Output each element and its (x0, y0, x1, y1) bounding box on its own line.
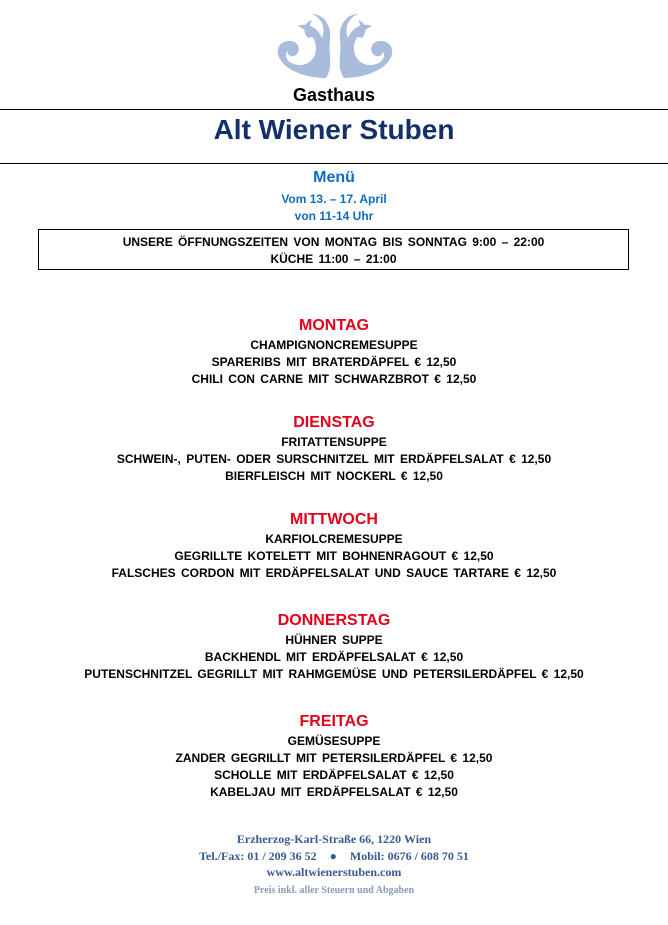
day-section-dienstag (0, 412, 668, 485)
menu-item: FRITATTENSUPPE (281, 435, 387, 449)
menu-item: CHAMPIGNONCREMESUPPE (250, 338, 418, 352)
footer-address: Erzherzog-Karl-Straße 66, 1220 Wien (236, 832, 432, 846)
day-heading: MITTWOCH (290, 511, 378, 528)
footer-price-note: Preis inkl. aller Steuern und Abgaben (253, 885, 415, 896)
menu-item: SCHOLLE MIT ERDÄPFELSALAT € 12,50 (214, 768, 454, 782)
menu-item: KABELJAU MIT ERDÄPFELSALAT € 12,50 (210, 785, 458, 799)
menu-item: KARFIOLCREMESUPPE (265, 532, 403, 546)
day-section-montag (0, 315, 668, 388)
day-heading: DIENSTAG (293, 414, 375, 431)
menu-item: BACKHENDL MIT ERDÄPFELSALAT € 12,50 (204, 650, 464, 664)
menu-item: PUTENSCHNITZEL GEGRILLT MIT RAHMGEMÜSE UND PETERSILERDÄPFEL € 12,50 (84, 667, 584, 681)
menu-item: CHILI CON CARNE MIT SCHWARZBROT € 12,50 (191, 372, 477, 386)
ornament-icon (268, 8, 402, 82)
menu-item: SPARERIBS MIT BRATERDÄPFEL € 12,50 (211, 355, 457, 369)
menu-dates: Vom 13. – 17. April (281, 192, 387, 206)
opening-hours-box (38, 229, 629, 270)
menu-item: SCHWEIN-, PUTEN- ODER SURSCHNITZEL MIT ERDÄPFELSALAT € 12,50 (116, 452, 552, 466)
menu-item: FALSCHES CORDON MIT ERDÄPFELSALAT UND SAUCE TARTARE € 12,50 (111, 566, 557, 580)
menu-heading: Menü (313, 169, 355, 186)
menu-item: BIERFLEISCH MIT NOCKERL € 12,50 (225, 469, 443, 483)
menu-item: GEMÜSESUPPE (287, 734, 381, 748)
footer-tel: Tel./Fax: 01 / 209 36 52 (199, 849, 317, 863)
bullet-icon: ● (329, 849, 337, 863)
day-section-donnerstag (0, 610, 668, 683)
day-heading: DONNERSTAG (277, 612, 391, 629)
footer-contact (0, 849, 668, 864)
opening-hours-line: UNSERE ÖFFNUNGSZEITEN VON MONTAG BIS SONNTAG 9:00 – 22:00 (122, 235, 545, 249)
divider-bottom (0, 163, 668, 164)
footer-mobil: Mobil: 0676 / 608 70 51 (349, 849, 469, 863)
restaurant-subtitle: Gasthaus (292, 85, 376, 105)
kitchen-hours-line: KÜCHE 11:00 – 21:00 (270, 252, 397, 266)
restaurant-title: Alt Wiener Stuben (213, 114, 455, 145)
day-section-freitag (0, 711, 668, 801)
menu-time: von 11-14 Uhr (294, 209, 374, 223)
menu-item: HÜHNER SUPPE (285, 633, 383, 647)
divider-top (0, 109, 668, 110)
day-heading: FREITAG (299, 713, 369, 730)
menu-item: ZANDER GEGRILLT MIT PETERSILERDÄPFEL € 12,50 (175, 751, 493, 765)
day-heading: MONTAG (299, 317, 369, 334)
footer-website-link[interactable]: www.altwienerstuben.com (266, 865, 402, 879)
menu-item: GEGRILLTE KOTELETT MIT BOHNENRAGOUT € 12,50 (174, 549, 494, 563)
day-section-mittwoch (0, 509, 668, 582)
